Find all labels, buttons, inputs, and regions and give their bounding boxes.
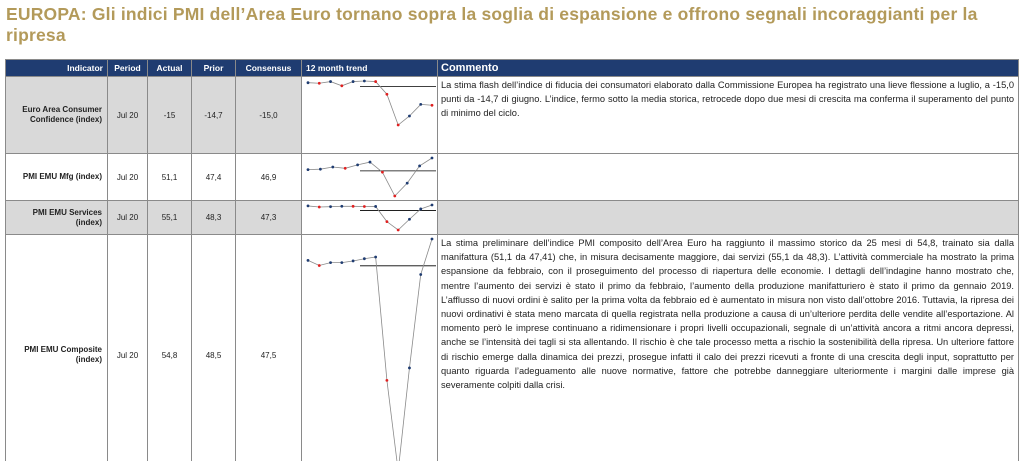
trend-point <box>369 161 372 164</box>
trend-point <box>307 168 310 171</box>
trend-point <box>393 195 396 198</box>
trend-point <box>418 165 421 168</box>
header-comment: Commento <box>438 60 1019 77</box>
indicator-name: PMI EMU Mfg (index) <box>6 154 108 201</box>
header-consensus: Consensus <box>236 60 302 77</box>
header-trend: 12 month trend <box>302 60 438 77</box>
table-row <box>6 235 1019 461</box>
indicator-name: PMI EMU Services (index) <box>6 201 108 235</box>
trend-point <box>344 167 347 170</box>
trend-cell <box>302 201 438 235</box>
trend-point <box>363 257 366 260</box>
trend-sparkline <box>302 154 438 200</box>
trend-point <box>318 82 321 85</box>
actual-cell: -15 <box>148 77 192 154</box>
trend-point <box>340 84 343 87</box>
trend-point <box>419 103 422 106</box>
trend-point <box>406 182 409 185</box>
trend-point <box>397 229 400 232</box>
trend-point <box>318 264 321 267</box>
trend-line <box>308 158 432 196</box>
trend-point <box>386 220 389 223</box>
trend-point <box>329 80 332 83</box>
comment-cell: La stima flash dell’indice di fiducia dei consumatori elaborato dalla Commissione Europea ha registrato una lieve flessione a luglio, a -15,0 punti da -14,7 di giugno. L’indice, fermo sotto la media storica, retrocede dopo due mesi di crescita ma conferma il superamento del punto di minimo del ciclo. <box>438 77 1019 154</box>
table-row <box>6 201 1019 235</box>
trend-point <box>307 81 310 84</box>
trend-point <box>363 80 366 83</box>
prior-cell: 47,4 <box>192 154 236 201</box>
trend-point <box>329 261 332 264</box>
trend-point <box>431 157 434 160</box>
trend-point <box>352 260 355 263</box>
trend-sparkline <box>302 201 438 234</box>
indicator-name: PMI EMU Composite (index) <box>6 235 108 461</box>
prior-cell: 48,5 <box>192 235 236 461</box>
trend-cell <box>302 235 438 461</box>
trend-point <box>431 238 434 241</box>
trend-point <box>340 261 343 264</box>
trend-sparkline <box>302 77 438 129</box>
indicators-table <box>5 59 1019 461</box>
trend-point <box>408 218 411 221</box>
trend-sparkline <box>302 235 438 461</box>
trend-point <box>431 104 434 107</box>
trend-point <box>419 208 422 211</box>
trend-point <box>363 205 366 208</box>
trend-point <box>340 205 343 208</box>
trend-point <box>307 205 310 208</box>
actual-cell: 54,8 <box>148 235 192 461</box>
trend-line <box>308 239 432 461</box>
period-cell: Jul 20 <box>108 77 148 154</box>
trend-point <box>408 367 411 370</box>
trend-point <box>329 205 332 208</box>
consensus-cell: 46,9 <box>236 154 302 201</box>
trend-point <box>307 259 310 262</box>
header-actual: Actual <box>148 60 192 77</box>
period-cell: Jul 20 <box>108 154 148 201</box>
trend-point <box>397 124 400 127</box>
comment-cell: La stima preliminare dell’indice PMI composito dell’Area Euro ha raggiunto il massimo storico da 25 mesi di 54,8, trainato sia dalla manifattura (51,1 da 47,41) che, in misura decisamente maggiore, dai servizi (55,1 da 48,3). L’attività commerciale ha mostrato la prima espansione da febbraio, con il proseguimento del processo di riapertura delle economie. I dettagli dell’indagine hanno mostrato che, mentre l’aumento dei servizi è stato il primo da febbraio, l’aumento della produzione manifatturiero è stato il primo da gennaio 2019. L’afflusso di nuovi ordini è salito per la prima volta da febbraio ed è aumentato in misura non visto dall’ottobre 2016. Tuttavia, la ripresa dei nuovi ordinativi è stata meno marcata di quella registrata nella produzione a causa di un’ulteriore perdita delle vendite all’esportazione. Al momento però le imprese continuano a ridimensionare i propri livelli occupazionali, segnale di un’attività ancora a ritmi ancora depressi, anche se l’intensità dei tagli si sta allentando. Il rischio è che tale processo metta a rischio la sostenibilità della ripresa. Un ulteriore fattore di rischio emerge dalla dinamica dei prezzi, prosegue infatti il calo dei prezzi ricevuti a fronte di una crescita degli input, soprattutto per quanto riguarda l’adeguamento alle nuove normative, fattore che potrebbe danneggiare ulteriormente i margini dalle imprese già severamente colpiti dalla crisi. <box>438 235 1019 461</box>
period-cell: Jul 20 <box>108 235 148 461</box>
trend-line <box>308 81 432 125</box>
header-prior: Prior <box>192 60 236 77</box>
trend-line <box>308 205 432 230</box>
indicator-name: Euro Area Consumer Confidence (index) <box>6 77 108 154</box>
prior-cell: -14,7 <box>192 77 236 154</box>
trend-point <box>381 171 384 174</box>
trend-point <box>374 205 377 208</box>
trend-point <box>374 256 377 259</box>
header-period: Period <box>108 60 148 77</box>
trend-cell <box>302 154 438 201</box>
prior-cell: 48,3 <box>192 201 236 235</box>
trend-point <box>431 204 434 207</box>
actual-cell: 55,1 <box>148 201 192 235</box>
consensus-cell: -15,0 <box>236 77 302 154</box>
trend-point <box>331 166 334 169</box>
period-cell: Jul 20 <box>108 201 148 235</box>
trend-point <box>419 273 422 276</box>
table-row <box>6 77 1019 154</box>
table-row <box>6 154 1019 201</box>
trend-point <box>374 80 377 83</box>
trend-point <box>408 115 411 118</box>
actual-cell: 51,1 <box>148 154 192 201</box>
trend-point <box>318 206 321 209</box>
header-indicator: Indicator <box>6 60 108 77</box>
trend-point <box>352 80 355 83</box>
page-title: EUROPA: Gli indici PMI dell’Area Euro tornano sopra la soglia di espansione e offrono segnali incoraggianti per la ripresa <box>6 4 978 45</box>
trend-point <box>386 93 389 96</box>
comment-cell <box>438 154 1019 201</box>
trend-point <box>319 168 322 171</box>
table-header-row <box>6 60 1019 77</box>
trend-cell <box>302 77 438 154</box>
trend-point <box>386 379 389 382</box>
consensus-cell: 47,3 <box>236 201 302 235</box>
consensus-cell: 47,5 <box>236 235 302 461</box>
trend-point <box>352 205 355 208</box>
comment-cell <box>438 201 1019 235</box>
trend-point <box>356 163 359 166</box>
